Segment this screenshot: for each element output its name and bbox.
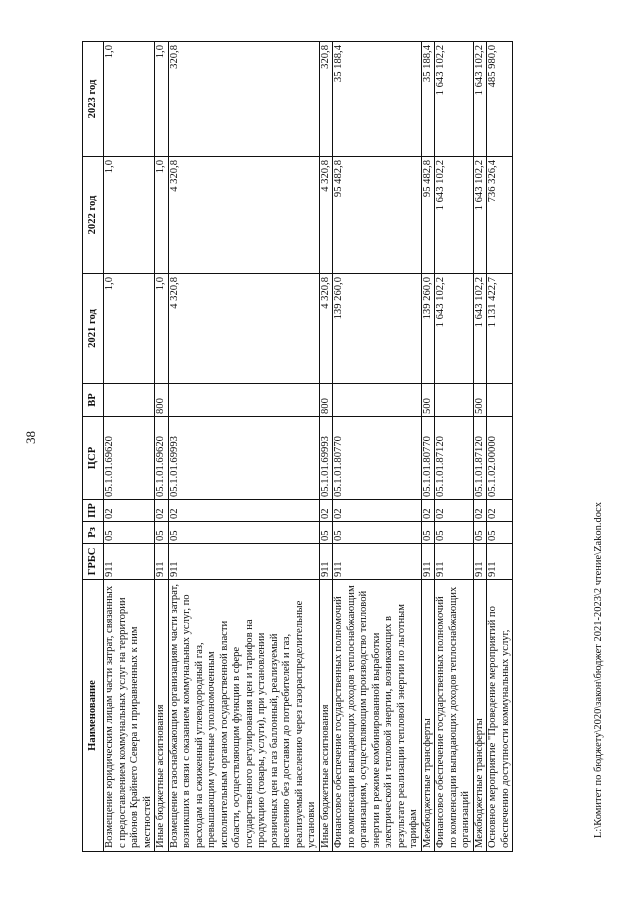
row-2023-cell: 1 643 102,2 — [473, 42, 487, 157]
row-grbs-cell: 911 — [487, 544, 513, 580]
row-rz-cell: 05 — [333, 522, 422, 544]
row-grbs-cell: 911 — [319, 544, 333, 580]
row-2023-cell: 320,8 — [319, 42, 333, 157]
row-rz-cell: 05 — [421, 522, 435, 544]
row-2022-cell: 1,0 — [104, 157, 155, 274]
rotated-table-container — [82, 42, 582, 852]
row-pr-cell: 02 — [104, 500, 155, 522]
row-pr-cell: 02 — [473, 500, 487, 522]
row-2023-cell: 485 980,0 — [487, 42, 513, 157]
row-2023-cell: 1,0 — [155, 42, 169, 157]
row-grbs-cell: 911 — [333, 544, 422, 580]
row-rz-cell: 05 — [168, 522, 319, 544]
row-csr-cell: 05.1.01.69993 — [319, 417, 333, 500]
header-2022: 2022 год — [83, 157, 104, 274]
row-2023-cell: 1 643 102,2 — [435, 42, 474, 157]
row-2022-cell: 736 326,4 — [487, 157, 513, 274]
row-grbs-cell: 911 — [104, 544, 155, 580]
row-rz-cell: 05 — [319, 522, 333, 544]
row-2021-cell: 4 320,8 — [168, 274, 319, 384]
table-row — [168, 42, 319, 852]
row-name-cell: Межбюджетные трансферты — [421, 580, 435, 852]
row-csr-cell: 05.1.01.69993 — [168, 417, 319, 500]
table-row — [333, 42, 422, 852]
row-vr-cell: 800 — [319, 384, 333, 417]
row-grbs-cell: 911 — [168, 544, 319, 580]
row-2023-cell: 320,8 — [168, 42, 319, 157]
row-name-cell: Иные бюджетные ассигнования — [155, 580, 169, 852]
row-grbs-cell: 911 — [155, 544, 169, 580]
header-2021: 2021 год — [83, 274, 104, 384]
budget-table — [82, 41, 513, 852]
page-number: 38 — [23, 431, 38, 444]
row-2021-cell: 139 260,0 — [333, 274, 422, 384]
row-2022-cell: 1,0 — [155, 157, 169, 274]
row-vr-cell — [168, 384, 319, 417]
row-2021-cell: 1 643 102,2 — [435, 274, 474, 384]
header-vr: ВР — [83, 384, 104, 417]
table-header-row — [83, 42, 104, 852]
header-rz: Рз — [83, 522, 104, 544]
row-vr-cell — [487, 384, 513, 417]
table-row — [155, 42, 169, 852]
row-csr-cell: 05.1.01.87120 — [435, 417, 474, 500]
row-vr-cell: 500 — [473, 384, 487, 417]
row-pr-cell: 02 — [435, 500, 474, 522]
row-csr-cell: 05.1.01.69620 — [155, 417, 169, 500]
table-row — [473, 42, 487, 852]
row-2022-cell: 1 643 102,2 — [473, 157, 487, 274]
row-pr-cell: 02 — [319, 500, 333, 522]
row-rz-cell: 05 — [435, 522, 474, 544]
row-name-cell: Финансовое обеспечение государственных полномочий по компенсации выпадающих доходов теплоснабжающим организациям, осуществляющим производство тепловой энергии в режиме комбинированной выработки электрической и тепловой энергии, возникающих в результате реализации тепловой энергии по льготным тарифам — [333, 580, 422, 852]
row-2021-cell: 139 260,0 — [421, 274, 435, 384]
row-name-cell: Возмещение газоснабжающим организациям части затрат, возникших в связи с оказанием коммунальных услуг, по расходам на сжиженный углеводородный газ, превышающим учтенные уполномоченным исполнительным органом государственной власти области, осуществляющим функции в сфере государственного регулирования цен и тарифов на продукцию (товары, услуги), при установлении розничных цен на газ баллонный, реализуемый населению без доставки до потребителей и газ, реализуемый населению через газораспределительные установки — [168, 580, 319, 852]
row-2021-cell: 1 131 422,7 — [487, 274, 513, 384]
row-2021-cell: 4 320,8 — [319, 274, 333, 384]
header-grbs: ГРБС — [83, 544, 104, 580]
row-name-cell: Межбюджетные трансферты — [473, 580, 487, 852]
row-csr-cell: 05.1.01.80770 — [421, 417, 435, 500]
row-rz-cell: 05 — [155, 522, 169, 544]
row-name-cell: Финансовое обеспечение государственных полномочий по компенсации выпадающих доходов теплоснабжающих организаций — [435, 580, 474, 852]
row-name-cell: Основное мероприятие "Проведение мероприятий по обеспечению доступности коммунальных услуг, — [487, 580, 513, 852]
header-pr: ПР — [83, 500, 104, 522]
row-vr-cell — [333, 384, 422, 417]
table-row — [421, 42, 435, 852]
row-vr-cell: 800 — [155, 384, 169, 417]
row-2022-cell: 95 482,8 — [421, 157, 435, 274]
row-2022-cell: 95 482,8 — [333, 157, 422, 274]
row-2023-cell: 35 188,4 — [421, 42, 435, 157]
row-rz-cell: 05 — [487, 522, 513, 544]
table-row — [487, 42, 513, 852]
row-grbs-cell: 911 — [421, 544, 435, 580]
row-csr-cell: 05.1.01.80770 — [333, 417, 422, 500]
row-2021-cell: 1 643 102,2 — [473, 274, 487, 384]
table-row — [104, 42, 155, 852]
header-csr: ЦСР — [83, 417, 104, 500]
footer-file-path: L:\Комитет по бюджету\2020\закон\бюджет 2021-2023\2 чтение\Zakon.docx — [593, 502, 604, 838]
row-pr-cell: 02 — [333, 500, 422, 522]
row-2022-cell: 4 320,8 — [168, 157, 319, 274]
row-rz-cell: 05 — [473, 522, 487, 544]
row-pr-cell: 02 — [168, 500, 319, 522]
row-2022-cell: 1 643 102,2 — [435, 157, 474, 274]
header-2023: 2023 год — [83, 42, 104, 157]
row-csr-cell: 05.1.02.00000 — [487, 417, 513, 500]
row-grbs-cell: 911 — [473, 544, 487, 580]
row-pr-cell: 02 — [155, 500, 169, 522]
row-2023-cell: 1,0 — [104, 42, 155, 157]
row-vr-cell: 500 — [421, 384, 435, 417]
row-grbs-cell: 911 — [435, 544, 474, 580]
row-2023-cell: 35 188,4 — [333, 42, 422, 157]
row-pr-cell: 02 — [421, 500, 435, 522]
row-2021-cell: 1,0 — [155, 274, 169, 384]
row-vr-cell — [104, 384, 155, 417]
row-name-cell: Возмещение юридическим лицам части затрат, связанных с предоставлением коммунальных услуг на территории районов Крайнего Севера и приравненных к ним местностей — [104, 580, 155, 852]
header-name: Наименование — [83, 580, 104, 852]
row-csr-cell: 05.1.01.87120 — [473, 417, 487, 500]
table-row — [435, 42, 474, 852]
row-rz-cell: 05 — [104, 522, 155, 544]
row-csr-cell: 05.1.01.69620 — [104, 417, 155, 500]
row-vr-cell — [435, 384, 474, 417]
table-row — [319, 42, 333, 852]
row-2022-cell: 4 320,8 — [319, 157, 333, 274]
row-name-cell: Иные бюджетные ассигнования — [319, 580, 333, 852]
row-pr-cell: 02 — [487, 500, 513, 522]
row-2021-cell: 1,0 — [104, 274, 155, 384]
